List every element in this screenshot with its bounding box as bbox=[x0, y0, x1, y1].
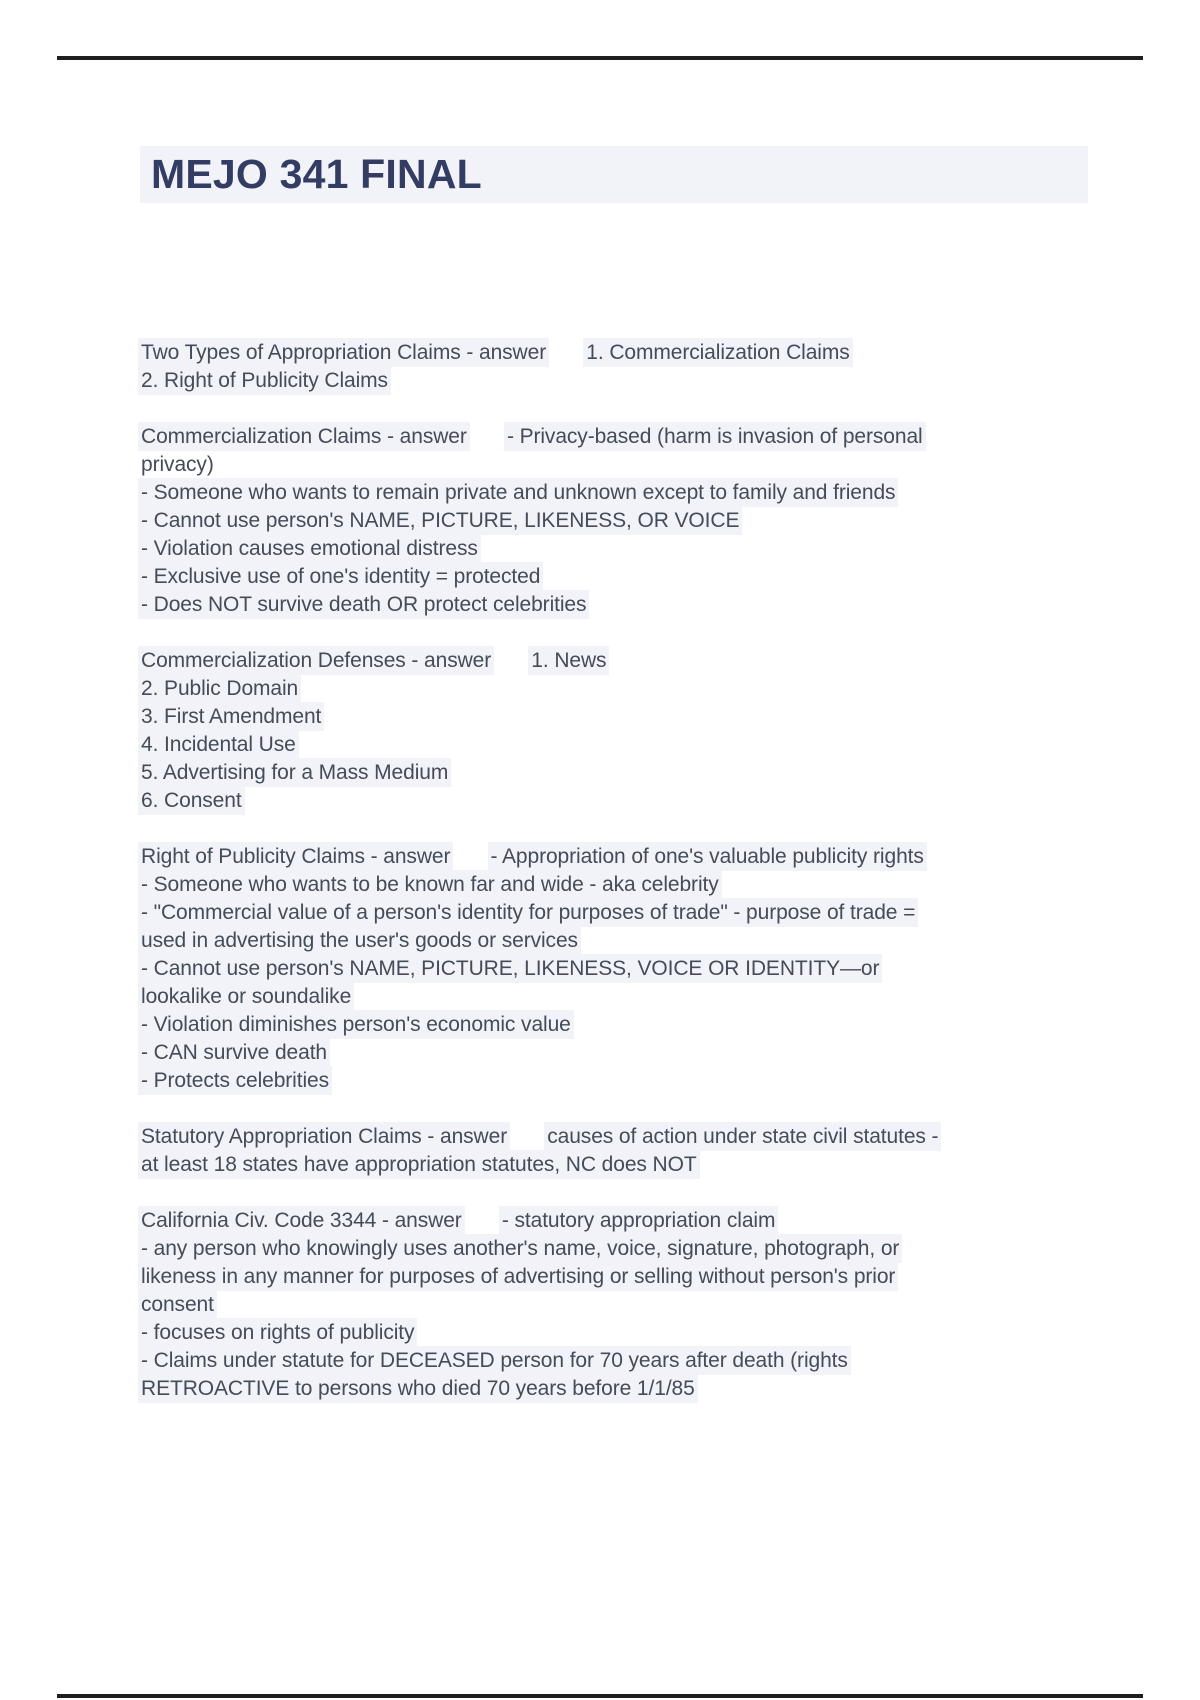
paragraph bbox=[141, 647, 1091, 815]
highlighted-text-segment: - Cannot use person's NAME, PICTURE, LIKENESS, VOICE OR IDENTITY—or bbox=[141, 957, 880, 980]
paragraph bbox=[141, 843, 1091, 1095]
highlighted-text-segment: - Exclusive use of one's identity = protected bbox=[141, 565, 541, 588]
text-line bbox=[141, 647, 1091, 675]
highlighted-text-segment: RETROACTIVE to persons who died 70 years before 1/1/85 bbox=[141, 1377, 695, 1400]
text-line bbox=[141, 983, 1091, 1011]
text-line bbox=[141, 423, 1091, 451]
highlighted-text-segment: - Appropriation of one's valuable publicity rights bbox=[490, 845, 924, 868]
highlighted-text-segment: - any person who knowingly uses another's name, voice, signature, photograph, or bbox=[141, 1237, 900, 1260]
title-highlight-bar bbox=[140, 146, 1088, 203]
highlighted-text-segment: - Violation causes emotional distress bbox=[141, 537, 478, 560]
text-line bbox=[141, 731, 1091, 759]
text-line bbox=[141, 1039, 1091, 1067]
text-line bbox=[141, 1319, 1091, 1347]
highlighted-text-segment: 4. Incidental Use bbox=[141, 733, 296, 756]
top-rule bbox=[57, 56, 1143, 60]
text-segment bbox=[507, 1125, 547, 1148]
text-line bbox=[141, 787, 1091, 815]
highlighted-text-segment: Two Types of Appropriation Claims - answer bbox=[141, 341, 547, 364]
text-line bbox=[141, 899, 1091, 927]
highlighted-text-segment: - Someone who wants to remain private and unknown except to family and friends bbox=[141, 481, 896, 504]
paragraph bbox=[141, 1207, 1091, 1403]
text-line bbox=[141, 479, 1091, 507]
highlighted-text-segment: - Claims under statute for DECEASED person for 70 years after death (rights bbox=[141, 1349, 848, 1372]
highlighted-text-segment: - CAN survive death bbox=[141, 1041, 328, 1064]
text-line bbox=[141, 1263, 1091, 1291]
highlighted-text-segment: at least 18 states have appropriation statutes, NC does NOT bbox=[141, 1153, 697, 1176]
text-line bbox=[141, 1375, 1091, 1403]
highlighted-text-segment: - Someone who wants to be known far and wide - aka celebrity bbox=[141, 873, 719, 896]
highlighted-text-segment: 6. Consent bbox=[141, 789, 242, 812]
text-line bbox=[141, 339, 1091, 367]
text-line bbox=[141, 1151, 1091, 1179]
paragraph bbox=[141, 423, 1091, 619]
highlighted-text-segment: Right of Publicity Claims - answer bbox=[141, 845, 451, 868]
text-line bbox=[141, 1123, 1091, 1151]
text-line bbox=[141, 703, 1091, 731]
text-line bbox=[141, 955, 1091, 983]
paragraph bbox=[141, 1123, 1091, 1179]
highlighted-text-segment: used in advertising the user's goods or services bbox=[141, 929, 578, 952]
text-segment bbox=[450, 845, 490, 868]
text-line bbox=[141, 1291, 1091, 1319]
text-line bbox=[141, 451, 1091, 479]
text-segment bbox=[491, 649, 531, 672]
text-line bbox=[141, 871, 1091, 899]
text-line bbox=[141, 1011, 1091, 1039]
highlighted-text-segment: - Privacy-based (harm is invasion of personal bbox=[506, 425, 923, 448]
highlighted-text-segment: - focuses on rights of publicity bbox=[141, 1321, 415, 1344]
page-title: MEJO 341 FINAL bbox=[151, 151, 482, 197]
highlighted-text-segment: 3. First Amendment bbox=[141, 705, 322, 728]
highlighted-text-segment: Commercialization Claims - answer bbox=[141, 425, 467, 448]
highlighted-text-segment: Statutory Appropriation Claims - answer bbox=[141, 1125, 508, 1148]
highlighted-text-segment: - Does NOT survive death OR protect celebrities bbox=[141, 593, 587, 616]
text-segment: privacy) bbox=[141, 453, 214, 476]
text-line bbox=[141, 1207, 1091, 1235]
document-body bbox=[141, 339, 1091, 1431]
text-line bbox=[141, 563, 1091, 591]
text-line bbox=[141, 1235, 1091, 1263]
highlighted-text-segment: 2. Right of Publicity Claims bbox=[141, 369, 388, 392]
text-line bbox=[141, 367, 1091, 395]
highlighted-text-segment: consent bbox=[141, 1293, 214, 1316]
paragraph bbox=[141, 339, 1091, 395]
text-segment bbox=[546, 341, 586, 364]
highlighted-text-segment: 2. Public Domain bbox=[141, 677, 299, 700]
highlighted-text-segment: 1. News bbox=[531, 649, 607, 672]
text-segment bbox=[467, 425, 507, 448]
bottom-rule bbox=[57, 1694, 1143, 1698]
text-line bbox=[141, 927, 1091, 955]
highlighted-text-segment: likeness in any manner for purposes of advertising or selling without person's prior bbox=[141, 1265, 896, 1288]
text-line bbox=[141, 1067, 1091, 1095]
text-line bbox=[141, 591, 1091, 619]
highlighted-text-segment: - statutory appropriation claim bbox=[501, 1209, 776, 1232]
text-line bbox=[141, 675, 1091, 703]
highlighted-text-segment: 1. Commercialization Claims bbox=[586, 341, 850, 364]
highlighted-text-segment: - Violation diminishes person's economic value bbox=[141, 1013, 571, 1036]
text-line bbox=[141, 759, 1091, 787]
text-line bbox=[141, 507, 1091, 535]
highlighted-text-segment: lookalike or soundalike bbox=[141, 985, 352, 1008]
text-segment bbox=[462, 1209, 502, 1232]
highlighted-text-segment: - Cannot use person's NAME, PICTURE, LIKENESS, OR VOICE bbox=[141, 509, 740, 532]
text-line bbox=[141, 1347, 1091, 1375]
text-line bbox=[141, 843, 1091, 871]
highlighted-text-segment: - "Commercial value of a person's identity for purposes of trade" - purpose of trade = bbox=[141, 901, 916, 924]
highlighted-text-segment: Commercialization Defenses - answer bbox=[141, 649, 492, 672]
highlighted-text-segment: California Civ. Code 3344 - answer bbox=[141, 1209, 462, 1232]
highlighted-text-segment: causes of action under state civil statutes - bbox=[547, 1125, 939, 1148]
highlighted-text-segment: 5. Advertising for a Mass Medium bbox=[141, 761, 449, 784]
text-line bbox=[141, 535, 1091, 563]
highlighted-text-segment: - Protects celebrities bbox=[141, 1069, 330, 1092]
